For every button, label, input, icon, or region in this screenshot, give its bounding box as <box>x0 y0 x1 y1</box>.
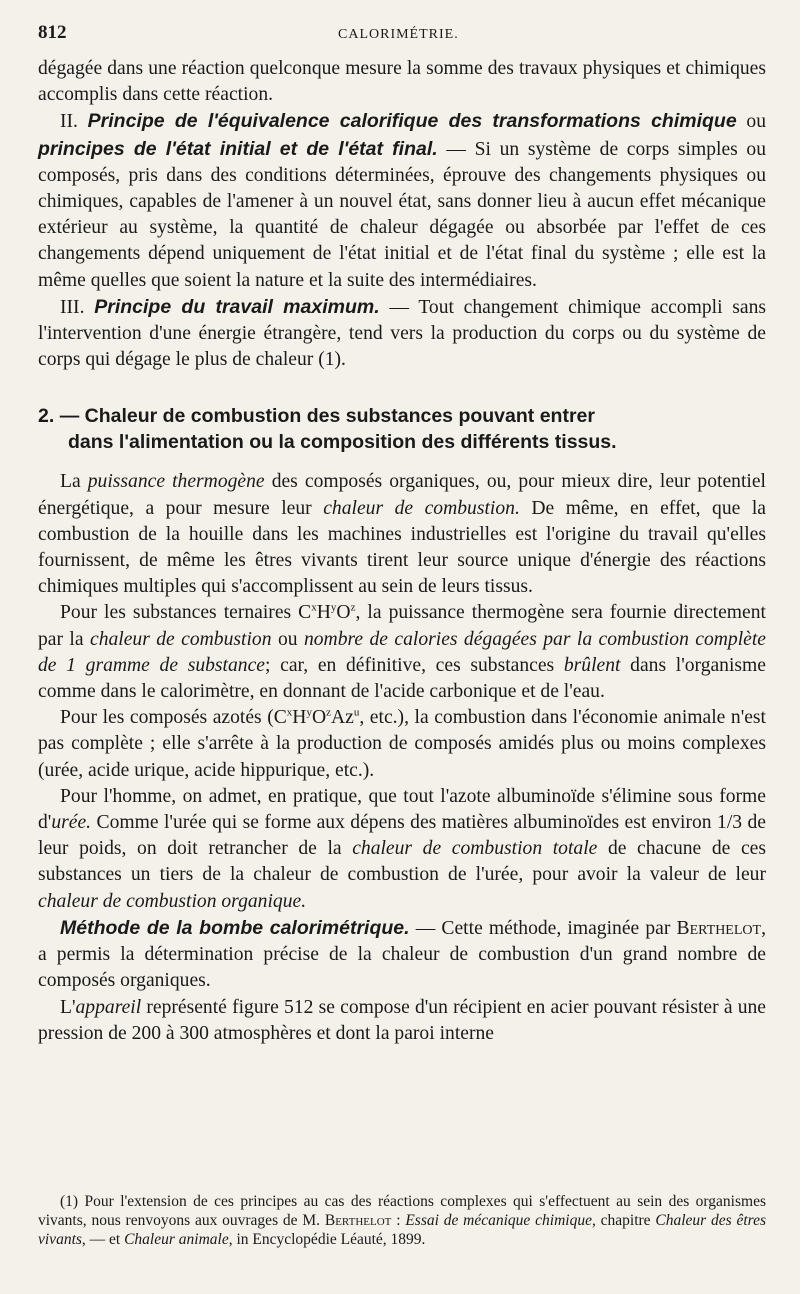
methode-title: Méthode de la bombe calorimétrique. <box>60 916 410 939</box>
paragraph-puissance: La puissance thermogène des composés organiques, ou, pour mieux dire, leur potentiel énergétique, a pour mesure leur chaleur de combustion. De même, en effet, que la combustion de la houille dans les machines industrielles est l'origine du travail qu'elles fournissent, de même les êtres vivants tirent leur source unique d'énergie des réactions chimiques multiples qui s'accomplissent au sein de leurs tissus. <box>38 471 766 598</box>
footnote-1: (1) Pour l'extension de ces principes au cas des réactions complexes qui s'effectuent au sein des organismes vivants, nous renvoyons aux ouvrages de M. Berthelot : Essai de mécanique chimique, chapitre Chaleur des êtres vivants, — et Chaleur animale, in Encyclopédie Léauté, 1899. <box>38 1193 767 1248</box>
paragraph-principle-2: II. Principe de l'équivalence calorifique des transformations chimique ou principes de l'état initial et de l'état final. — Si un système de corps simples ou composés, pris dans des conditions déterminées, éprouve des changements physiques ou chimiques, capables de l'amener à un nouvel état, sans donner lieu à aucun effet mécanique extérieur au système, la quantité de chaleur dégagée ou absorbée par l'effet de ces changements dépend uniquement de l'état initial et de l'état final du système ; elle est la même quelles que soient la nature et la suite des intermédiaires. <box>38 110 767 291</box>
principle-2-title: Principe de l'équivalence calorifique des transformations chimique <box>87 110 737 133</box>
paragraph-ternaires: Pour les substances ternaires $C^xH^yO^z$, la puissance thermogène sera fournie directement par la chaleur de combustion ou nombre de calories dégagées par la combustion complète de 1 gramme de substance; car, en définitive, ces substances brûlent dans l'organisme comme dans le calorimètre, en donnant de l'acide carbonique et de l'eau. <box>38 601 766 703</box>
paragraph-principle-3: III. Principe du travail maximum. — Tout changement chimique accompli sans l'intervention d'une énergie étrangère, tend vers la production du corps ou du système de corps qui dégage le plus de chaleur (1). <box>38 295 766 371</box>
running-title: CALORIMÉTRIE. <box>338 27 459 42</box>
paragraph-methode: Méthode de la bombe calorimétrique. — Cette méthode, imaginée par Berthelot, a permis la détermination précise de la chaleur de combustion d'un grand nombre de composés organiques. <box>38 916 766 992</box>
running-head <box>38 22 766 56</box>
footnotes <box>38 1192 766 1249</box>
author-name: Berthelot <box>676 917 762 939</box>
principle-2-title-alt: principes de l'état initial et de l'état final. <box>38 137 438 160</box>
principle-3-title: Principe du travail maximum. <box>94 295 380 318</box>
body-text <box>38 56 766 1047</box>
paragraph-appareil: L'appareil représenté figure 512 se compose d'un récipient en acier pouvant résister à une pression de 200 à 300 atmosphères et dont la paroi interne <box>38 996 766 1044</box>
paragraph-homme: Pour l'homme, on admet, en pratique, que tout l'azote albuminoïde s'élimine sous forme d'urée. Comme l'urée qui se forme aux dépens des matières albuminoïdes est environ 1/3 de leur poids, on doit retrancher de la chaleur de combustion totale de chacune de ces substances un tiers de la chaleur de combustion de l'urée, pour avoir la valeur de leur chaleur de combustion organique. <box>38 785 767 912</box>
paragraph-azotes: Pour les composés azotés ($C^xH^yO^zAz^u$, etc.), la combustion dans l'économie animale n'est pas complète ; elle s'arrête à la production de composés amidés plus ou moins complexes (urée, acide urique, acide hippurique, etc.). <box>38 706 766 781</box>
page-number: 812 <box>38 22 67 43</box>
paragraph-continuation: dégagée dans une réaction quelconque mesure la somme des travaux physiques et chimiques accomplis dans cette réaction. <box>38 58 766 106</box>
section-heading: 2. — Chaleur de combustion des substances pouvant entrer dans l'alimentation ou la composition des différents tissus. <box>38 405 617 454</box>
